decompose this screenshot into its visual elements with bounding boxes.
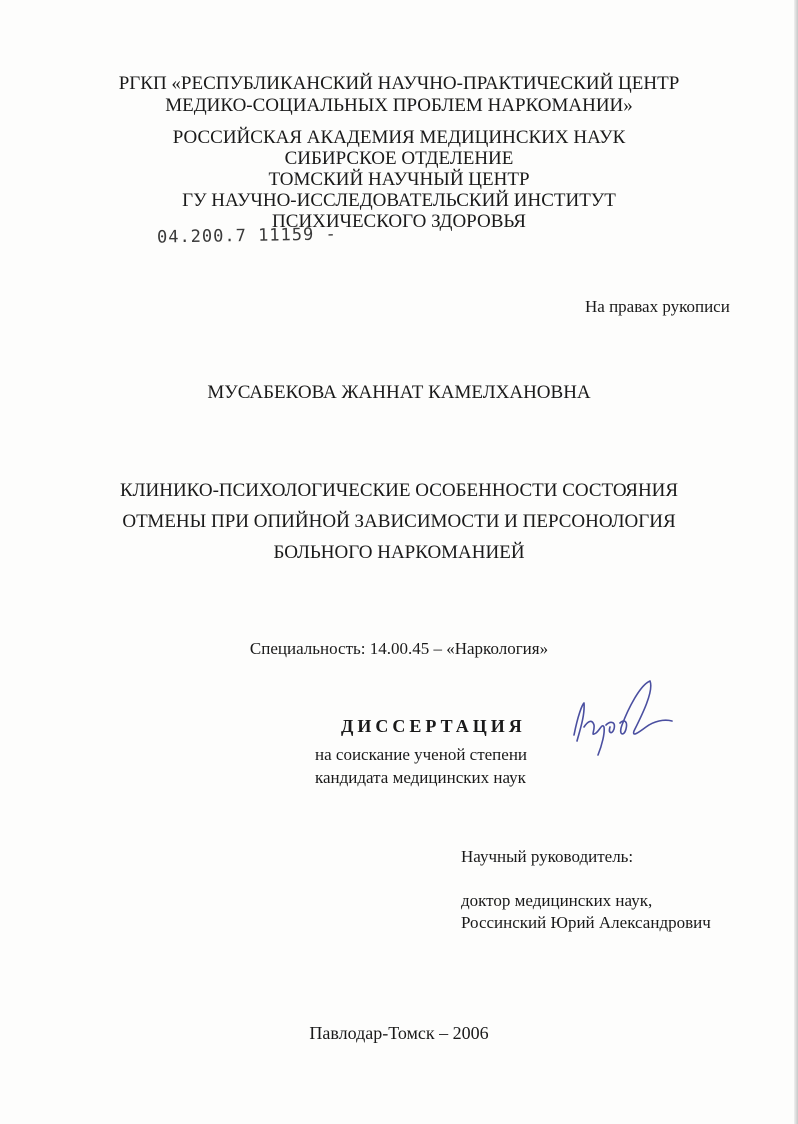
library-stamp-number: 04.200.7 11159 - [156,224,337,248]
academy-line-2: СИБИРСКОЕ ОТДЕЛЕНИЕ [284,148,514,169]
supervisor-label: Научный руководитель: [461,847,634,866]
academy-line-1: РОССИЙСКАЯ АКАДЕМИЯ МЕДИЦИНСКИХ НАУК [172,127,626,148]
supervisor-degree: доктор медицинских наук, [461,891,653,910]
academy-line-3: ТОМСКИЙ НАУЧНЫЙ ЦЕНТР [268,169,530,190]
org-line-1: РГКП «РЕСПУБЛИКАНСКИЙ НАУЧНО-ПРАКТИЧЕСКИЙ ЦЕНТР [118,73,680,94]
handwritten-signature [568,675,678,765]
specialty: Специальность: 14.00.45 – «Наркология» [249,639,549,658]
thesis-type: ДИССЕРТАЦИЯ [341,716,526,736]
thesis-degree-line-2: кандидата медицинских наук [315,768,526,787]
org-line-2: МЕДИКО-СОЦИАЛЬНЫХ ПРОБЛЕМ НАРКОМАНИИ» [165,95,633,116]
supervisor-name: Россинский Юрий Александрович [461,913,711,932]
place-year: Павлодар-Томск – 2006 [309,1023,489,1043]
institute-line-1: ГУ НАУЧНО-ИССЛЕДОВАТЕЛЬСКИЙ ИНСТИТУТ [182,190,616,211]
institute-line-2: ПСИХИЧЕСКОГО ЗДОРОВЬЯ [272,211,526,232]
title-line-1: КЛИНИКО-ПСИХОЛОГИЧЕСКИЕ ОСОБЕННОСТИ СОСТОЯНИЯ [119,480,679,501]
thesis-degree-line-1: на соискание ученой степени [315,745,528,764]
page-edge-shadow [794,0,798,1124]
title-line-2: ОТМЕНЫ ПРИ ОПИЙНОЙ ЗАВИСИМОСТИ И ПЕРСОНОЛОГИЯ [122,511,676,532]
author-name: МУСАБЕКОВА ЖАННАТ КАМЕЛХАНОВНА [207,382,591,403]
title-line-3: БОЛЬНОГО НАРКОМАНИЕЙ [273,542,525,563]
signature-stroke [574,681,672,755]
manuscript-note: На правах рукописи [585,297,730,316]
